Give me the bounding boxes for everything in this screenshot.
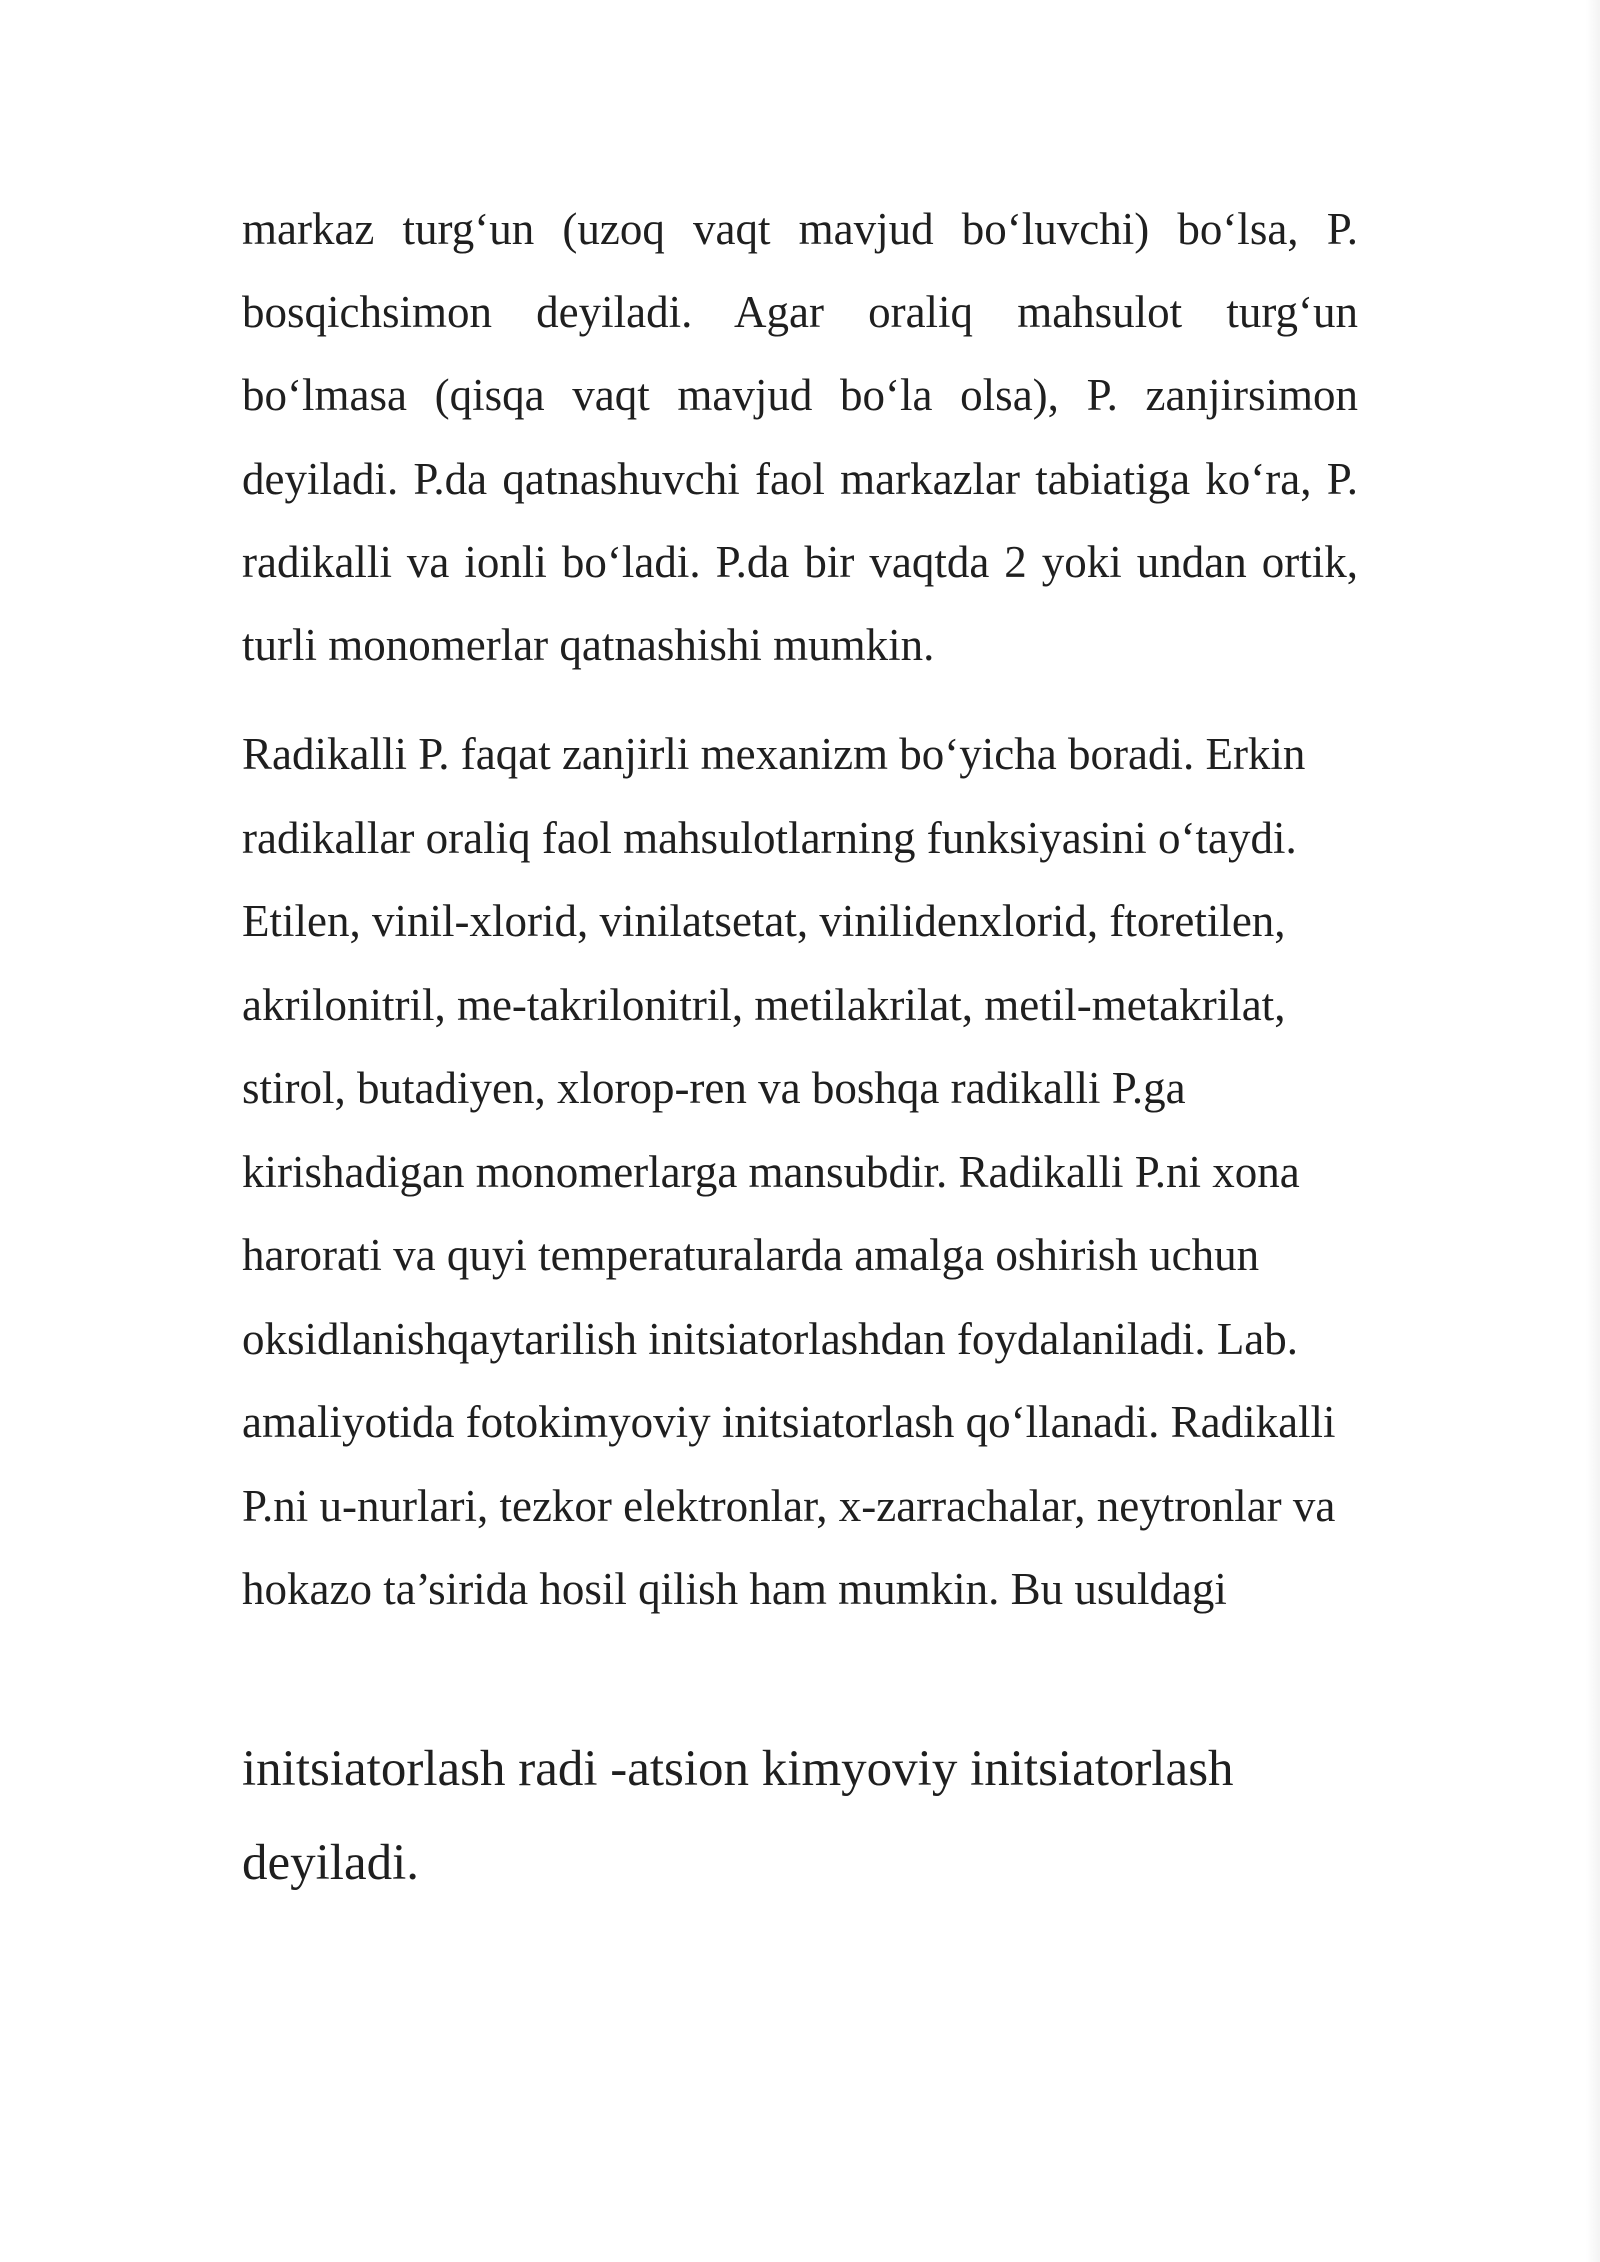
page-edge-shadow	[1586, 0, 1600, 2262]
paragraph-text: Radikalli P. faqat zanjirli mexanizm bo‘yicha boradi. Erkin radikallar oraliq faol mahsulotlarning funksiyasini o‘taydi. Etilen, vinil-xlorid, vinilatsetat, vinilidenxlorid, ftoretilen, akrilonitril, me-takrilonitril, metilakrilat, metil-metakrilat, stirol, butadiyen, xlorop-ren va boshqa radikalli P.ga kirishadigan monomerlarga mansubdir. Radikalli P.ni xona harorati va quyi temperaturalarda amalga oshirish uchun oksidlanishqaytarilish initsiatorlashdan foydalaniladi. Lab. amaliyotida fotokimyoviy initsiatorlash qo‘llanadi. Radikalli P.ni u-nurlari, tezkor elektronlar, x-zarrachalar, neytronlar va hokazo ta’sirida hosil qilish ham mumkin. Bu usuldagi	[242, 729, 1336, 1614]
paragraph-radical-polymerization	[242, 713, 1358, 1632]
paragraph-text: initsiatorlash radi -atsion kimyoviy initsiatorlash deyiladi.	[242, 1741, 1234, 1891]
paragraph-radiation-initiation	[242, 1722, 1358, 1910]
paragraph-text: markaz turg‘un (uzoq vaqt mavjud bo‘luvchi) bo‘lsa, P. bosqichsimon deyiladi. Agar oraliq mahsulot turg‘un bo‘lmasa (qisqa vaqt mavjud bo‘la olsa), P. zanjirsimon deyiladi. P.da qatnashuvchi faol markazlar tabiatiga ko‘ra, P. radikalli va ionli bo‘ladi. P.da bir vaqtda 2 yoki undan ortik, turli monomerlar qatnashishi mumkin.	[242, 204, 1358, 671]
paragraph-polymerization-types	[242, 188, 1358, 687]
